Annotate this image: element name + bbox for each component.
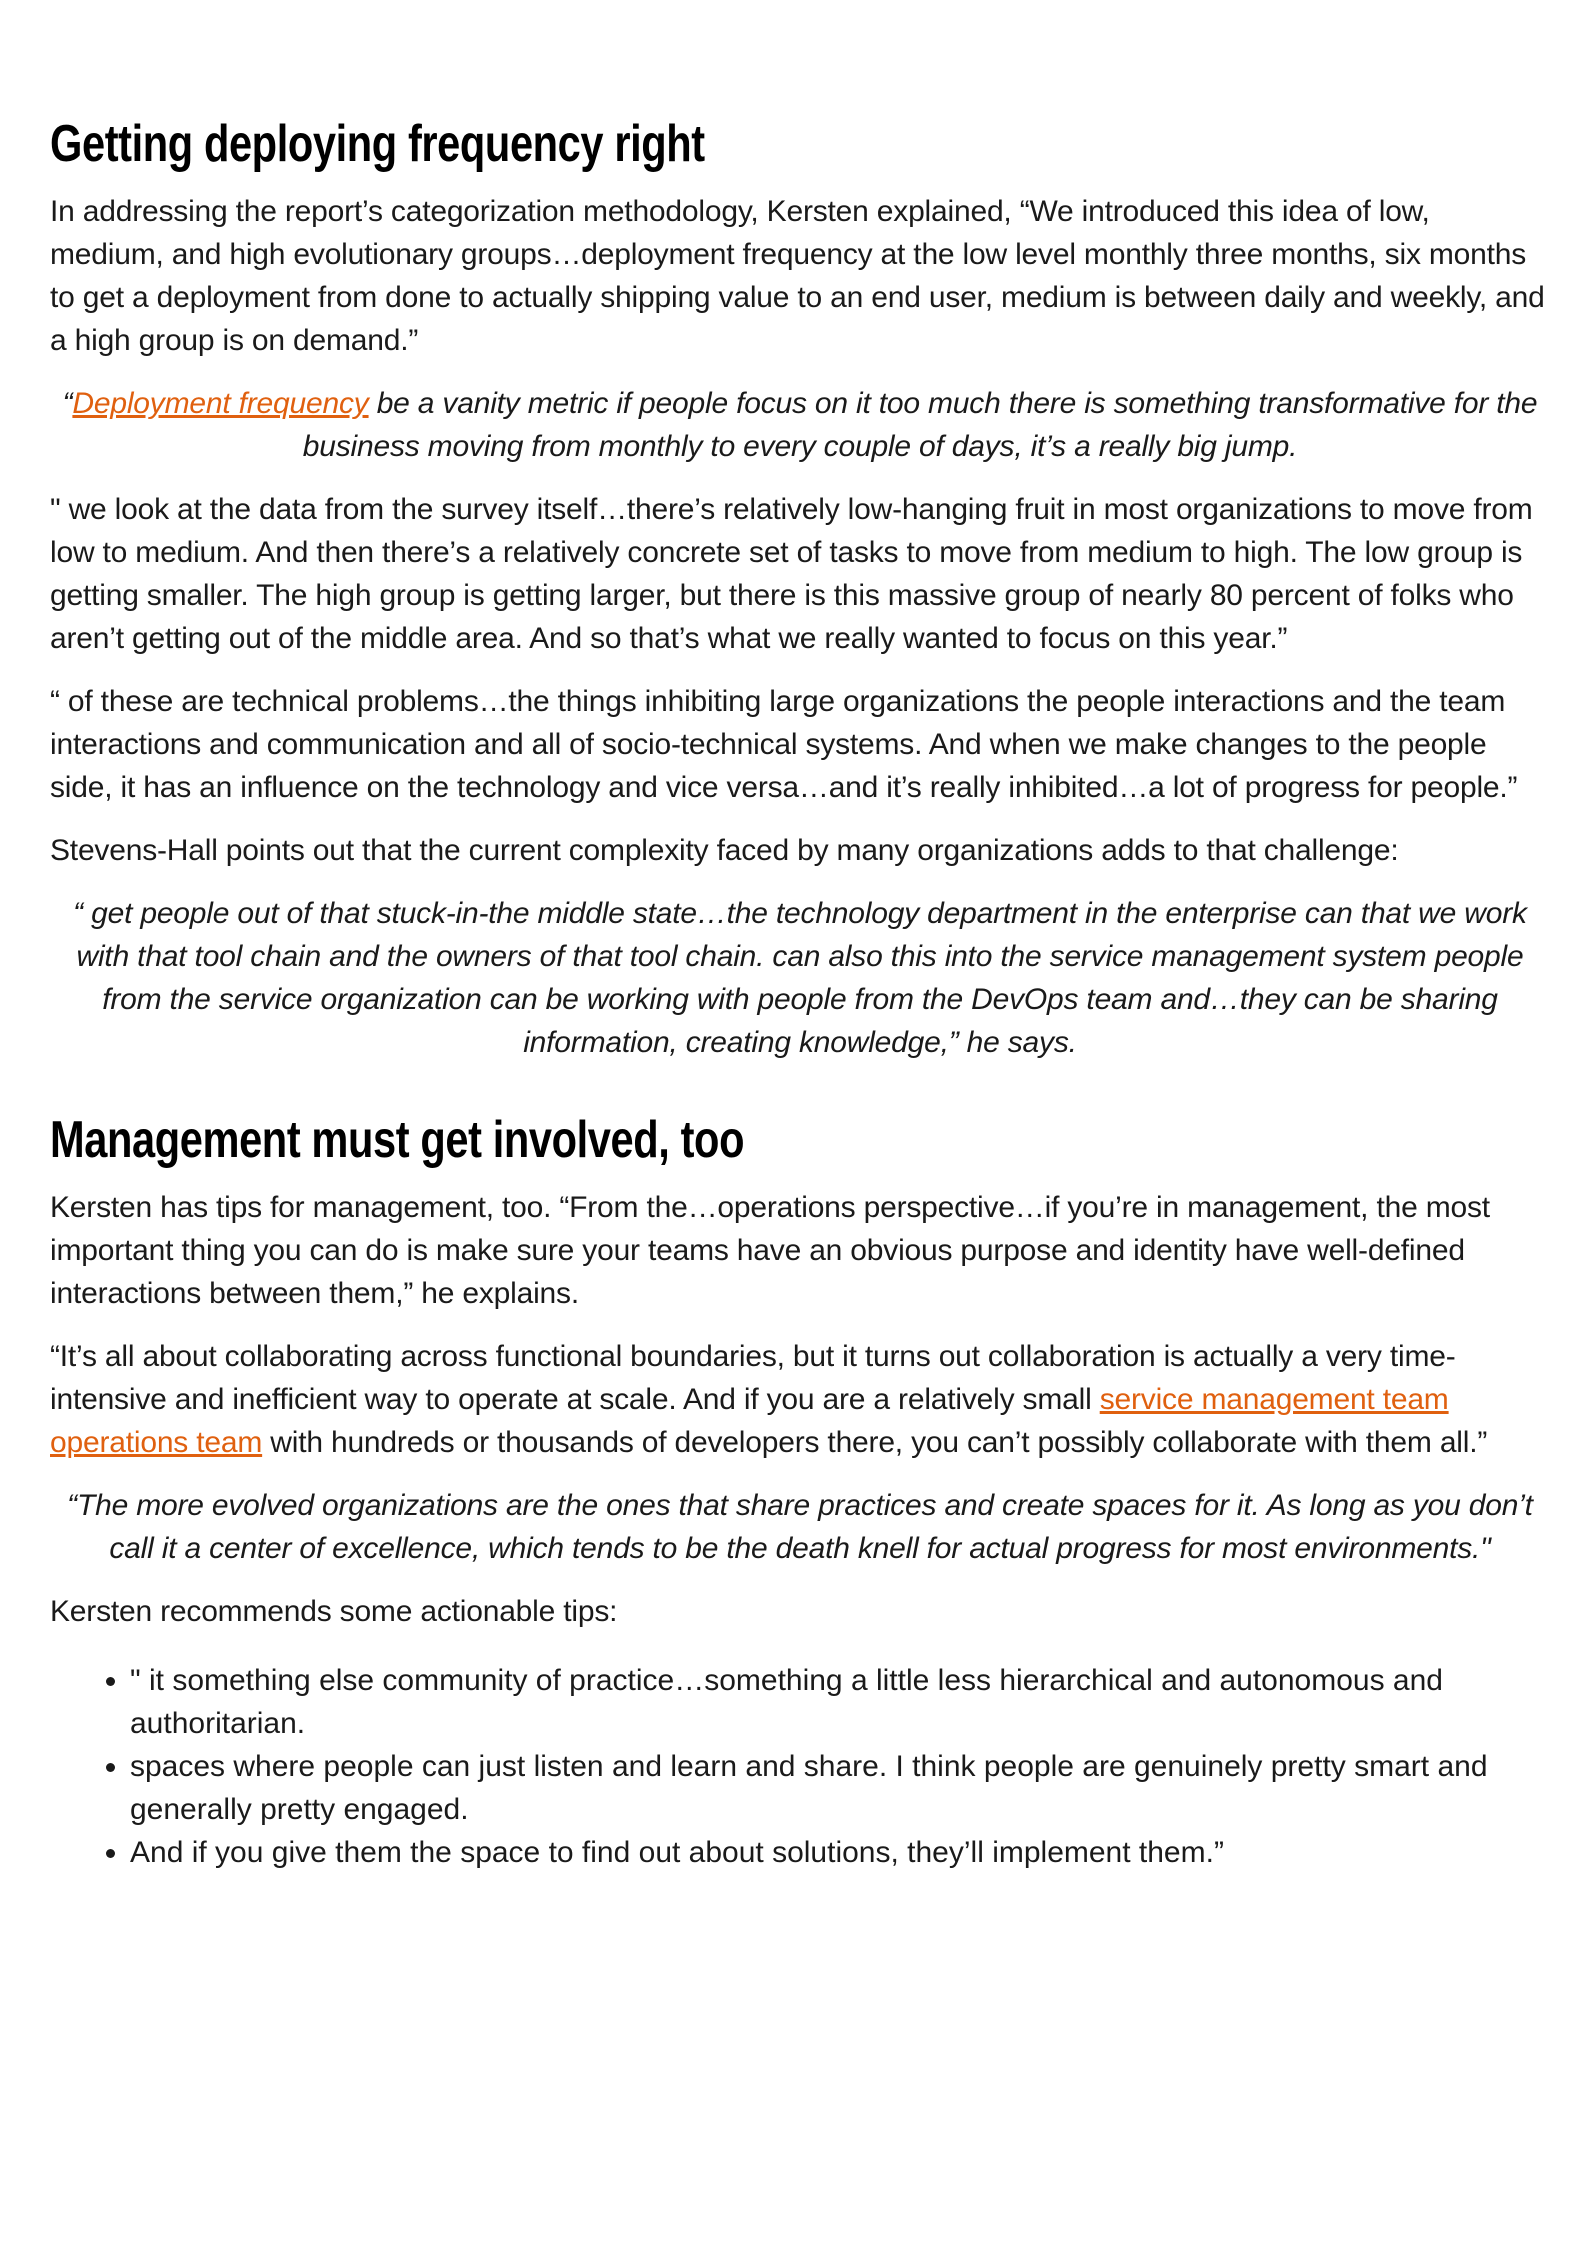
tips-list [50,1659,1550,1874]
pull-quote-stuck-middle: “ get people out of that stuck-in-the middle state…the technology department in the enterprise can that we work with that tool chain and the owners of that tool chain. can also this into the service management system people from the service organization can be working with people from the DevOps team and…they can be sharing information, creating knowledge,” he says. [73,897,1527,1059]
list-item: • " it something else community of practice…something a little less hierarchical and autonomous and authoritarian. [130,1659,1550,1745]
service-management-team-link[interactable]: service management team operations team [50,1383,1449,1459]
section-heading-management: Management must get involved, too [50,1111,745,1169]
deployment-frequency-link[interactable]: Deployment frequency [72,387,369,420]
paragraph-survey-data: " we look at the data from the survey itself…there’s relatively low-hanging fruit in most organizations to move from low to medium. And then there’s a relatively concrete set of tasks to move from medium to high. The low group is getting smaller. The high group is getting larger, but there is this massive group of nearly 80 percent of folks who aren’t getting out of the middle area. And so that’s what we really wanted to focus on this year.” [50,493,1533,655]
paragraph-methodology: In addressing the report’s categorization methodology, Kersten explained, “We introduced this idea of low, medium, and high evolutionary groups…deployment frequency at the low level monthly three months, six months to get a deployment from done to actually shipping value to an end user, medium is between daily and weekly, and a high group is on demand.” [50,195,1545,357]
quote-open-mark: “ [62,387,73,420]
section-heading-deployment-frequency: Getting deploying frequency right [50,115,705,173]
list-item: • spaces where people can just listen and learn and share. I think people are genuinely pretty smart and generally pretty engaged. [130,1745,1550,1831]
paragraph-collaboration [50,1335,1550,1464]
paragraph-text: with hundreds or thousands of developers there, you can’t possibly collaborate with them all.” [262,1426,1488,1459]
paragraph-stevens-hall: Stevens-Hall points out that the current complexity faced by many organizations adds to that challenge: [50,834,1399,867]
pull-quote-deployment [50,382,1550,468]
paragraph-management-tips: Kersten has tips for management, too. “From the…operations perspective…if you’re in management, the most important thing you can do is make sure your teams have an obvious purpose and identity have well-defined interactions between them,” he explains. [50,1191,1490,1310]
paragraph-technical-problems: “ of these are technical problems…the things inhibiting large organizations the people interactions and the team interactions and communication and all of socio-technical systems. And when we make changes to the people side, it has an influence on the technology and vice versa…and it’s really inhibited…a lot of progress for people.” [50,685,1518,804]
pull-quote-evolved-orgs: “The more evolved organizations are the ones that share practices and create spaces for it. As long as you don’t call it a center of excellence, which tends to be the death knell for actual progress for most environments." [67,1489,1533,1565]
quote-text: be a vanity metric if people focus on it too much there is something transformative for the business moving from monthly to every couple of days, it’s a really big jump. [302,387,1538,463]
paragraph-recommendations: Kersten recommends some actionable tips: [50,1595,618,1628]
paragraph-text: “It’s all about collaborating across functional boundaries, but it turns out collaboration is actually a very time-intensive and inefficient way to operate at scale. And if you are a relatively small [50,1340,1456,1416]
article [50,112,1550,1874]
list-item: • And if you give them the space to find out about solutions, they’ll implement them.” [130,1831,1550,1874]
